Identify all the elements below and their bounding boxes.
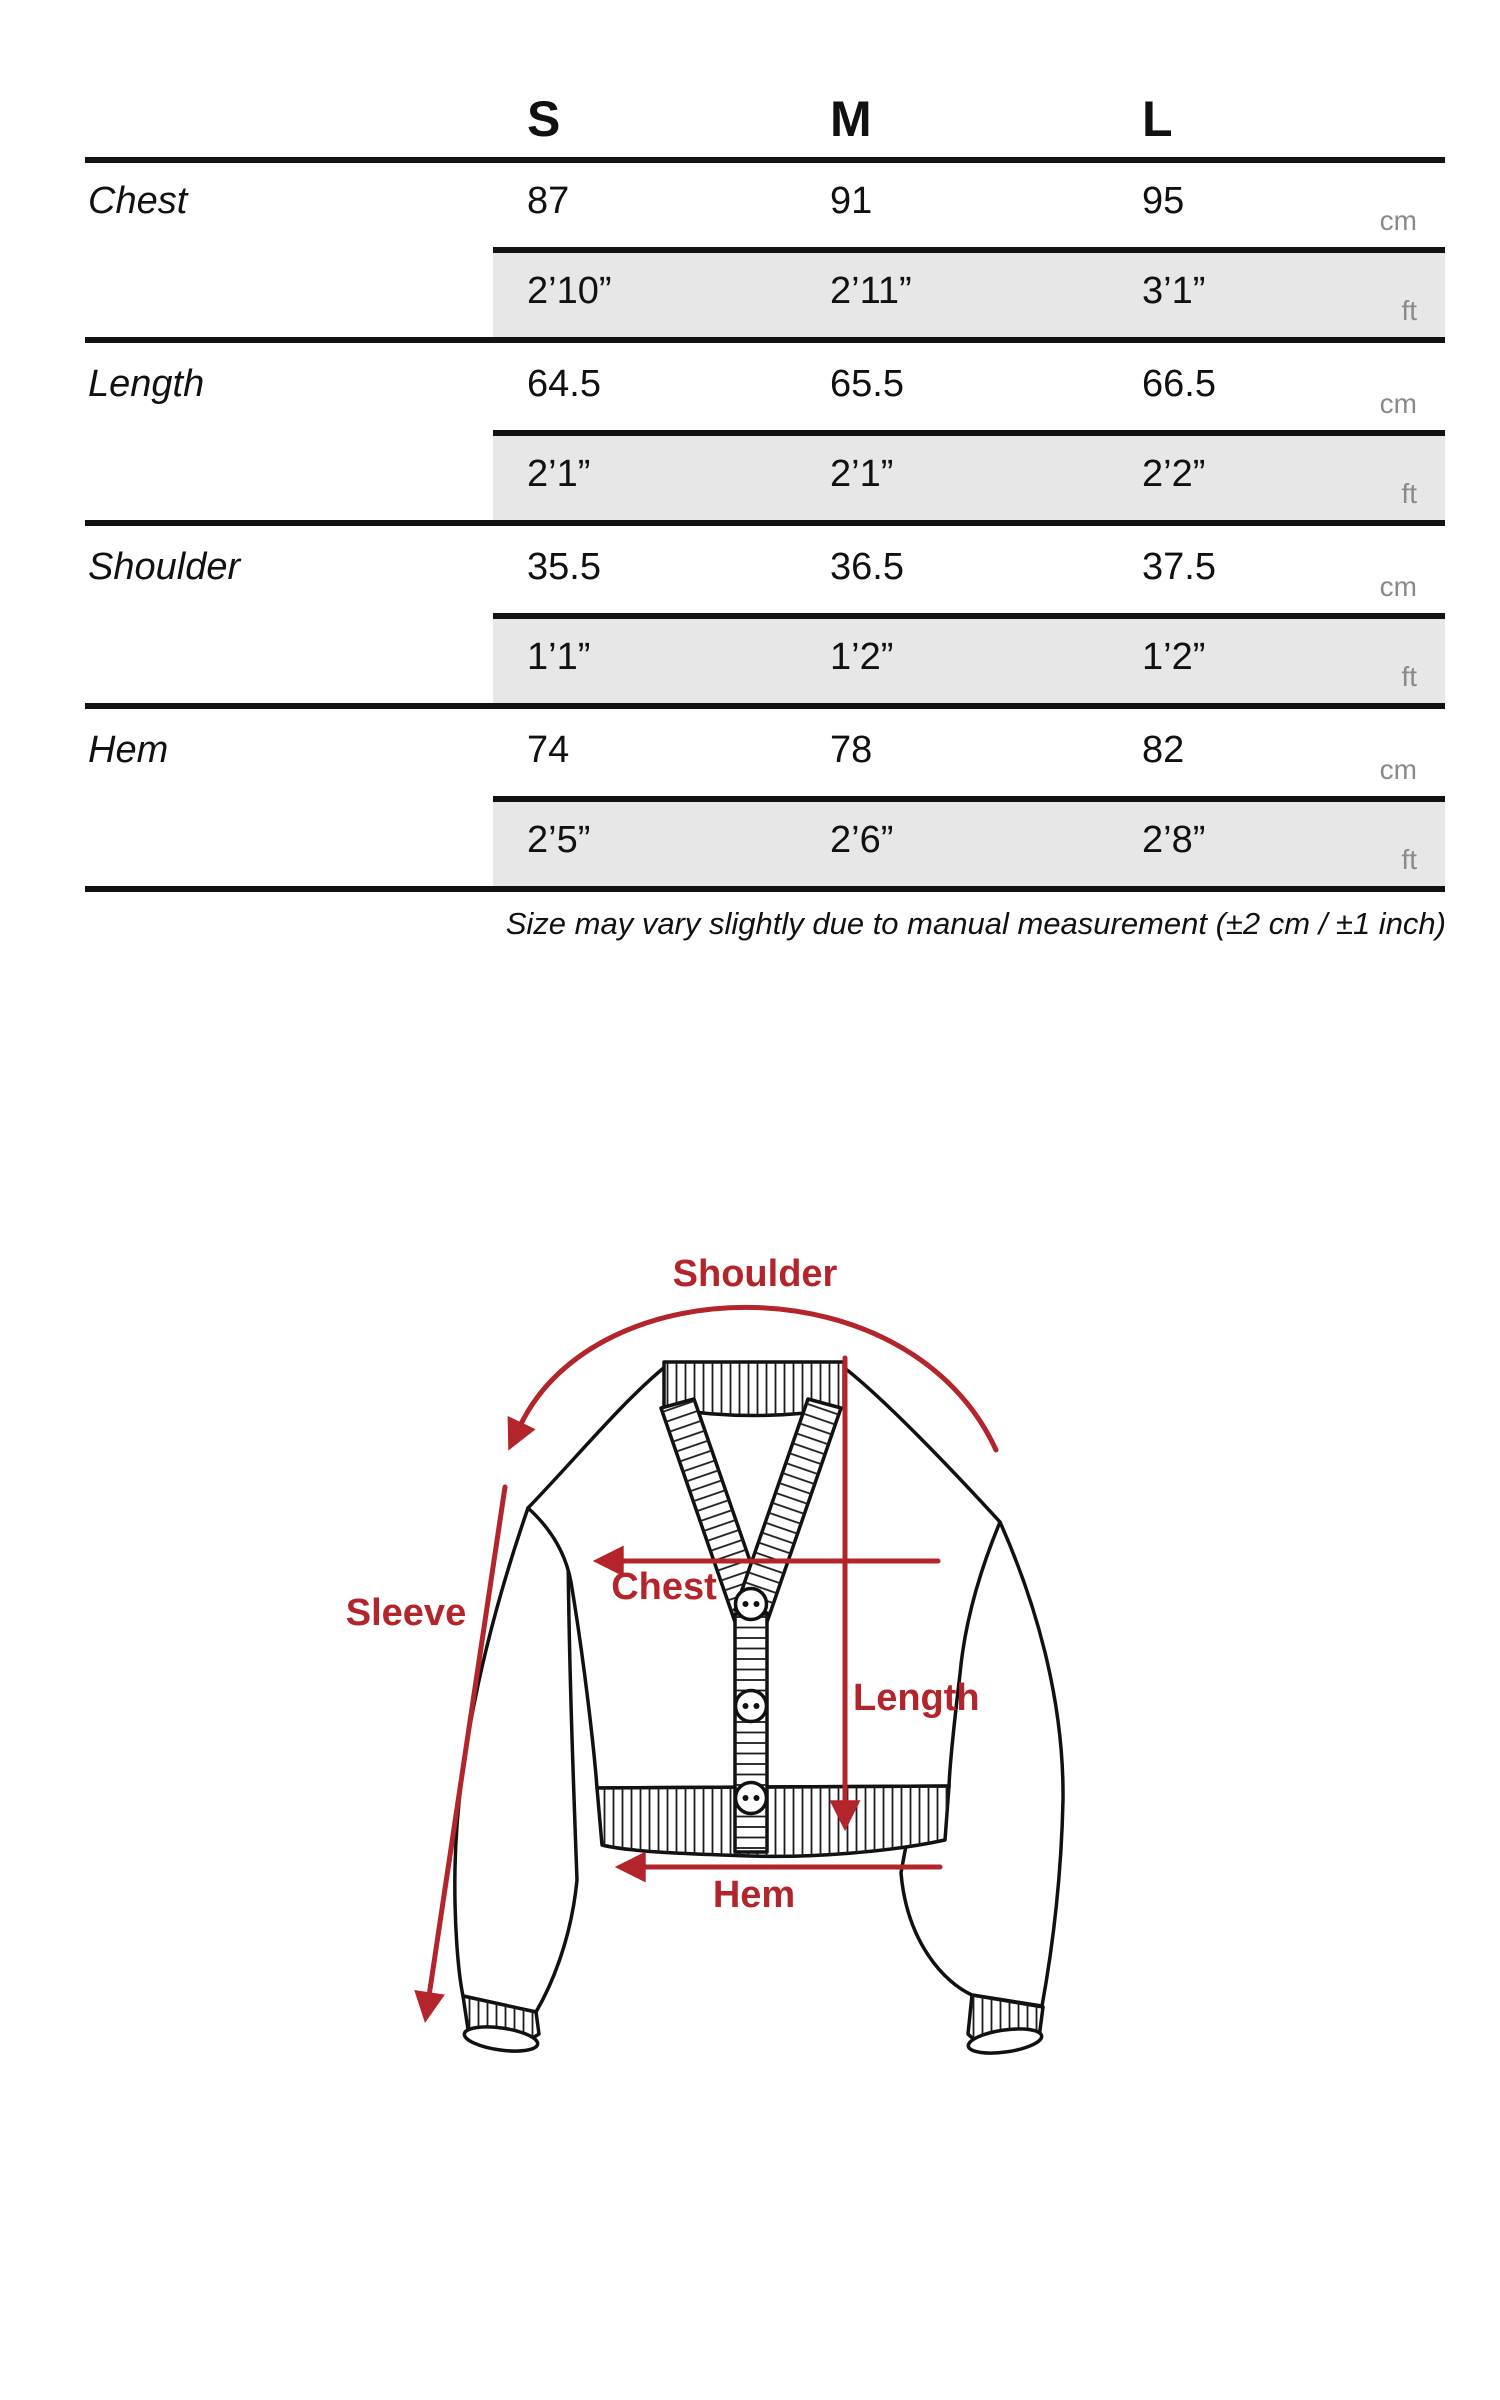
unit-label-cm: cm — [1379, 571, 1417, 602]
size-column-header-m: M — [830, 91, 872, 147]
measurement-value: 82 — [1142, 729, 1185, 771]
hem-label: Hem — [712, 1874, 796, 1916]
measurement-value: 87 — [527, 180, 570, 222]
measurement-value: 2’5” — [527, 819, 591, 861]
measurement-value: 1’1” — [527, 636, 591, 678]
measurement-value: 36.5 — [830, 546, 904, 588]
measurement-row-label: Length — [88, 363, 205, 405]
shoulder-label: Shoulder — [672, 1253, 838, 1295]
unit-label-cm: cm — [1379, 388, 1417, 419]
measurement-value: 2’1” — [830, 453, 894, 495]
measurement-value: 74 — [527, 729, 570, 771]
table-divider — [85, 703, 1445, 709]
measurement-row-label: Shoulder — [88, 546, 241, 588]
measurement-value: 1’2” — [830, 636, 894, 678]
measurement-value: 2’10” — [527, 270, 612, 312]
length-label: Length — [853, 1677, 980, 1719]
measurement-value: 37.5 — [1142, 546, 1216, 588]
table-divider — [85, 886, 1445, 892]
measurement-value: 2’11” — [830, 270, 912, 312]
chest-label: Chest — [611, 1566, 717, 1608]
measurement-value: 95 — [1142, 180, 1185, 222]
measurement-value: 1’2” — [1142, 636, 1206, 678]
sleeve-label: Sleeve — [345, 1592, 467, 1634]
measurement-value: 91 — [830, 180, 873, 222]
measurement-value: 2’8” — [1142, 819, 1206, 861]
table-row-shoulder-ft — [85, 619, 1445, 703]
measurement-value: 2’1” — [527, 453, 591, 495]
size-table — [85, 60, 1445, 900]
measurement-value: 64.5 — [527, 363, 601, 405]
unit-label-ft: ft — [1401, 295, 1417, 326]
measurement-value: 35.5 — [527, 546, 601, 588]
table-row-hem-ft — [85, 802, 1445, 886]
table-row-length-ft — [85, 436, 1445, 520]
table-row-hem-cm — [85, 712, 1445, 796]
size-note: Size may vary slightly due to manual measurement (±2 cm / ±1 inch) — [505, 906, 1446, 941]
table-divider — [85, 520, 1445, 526]
measurement-value: 65.5 — [830, 363, 904, 405]
unit-label-ft: ft — [1401, 478, 1417, 509]
measurement-value: 2’6” — [830, 819, 894, 861]
measurement-row-label: Hem — [88, 729, 169, 771]
unit-label-ft: ft — [1401, 844, 1417, 875]
left-sleeve — [455, 1508, 577, 2012]
size-column-header-s: S — [527, 91, 561, 147]
measurement-row-label: Chest — [88, 180, 188, 222]
table-row-shoulder-cm — [85, 529, 1445, 613]
table-row-chest-ft — [85, 253, 1445, 337]
measurement-value: 3’1” — [1142, 270, 1206, 312]
table-row-chest-cm — [85, 163, 1445, 247]
measurement-value: 2’2” — [1142, 453, 1206, 495]
unit-label-ft: ft — [1401, 661, 1417, 692]
right-cuff — [967, 1995, 1043, 2057]
unit-label-cm: cm — [1379, 205, 1417, 236]
hem-band — [597, 1786, 949, 1856]
table-row-length-cm — [85, 346, 1445, 430]
cardigan-measurement-diagram — [150, 1150, 1350, 2150]
table-divider — [85, 337, 1445, 343]
measurement-value: 78 — [830, 729, 873, 771]
size-column-header-l: L — [1142, 91, 1173, 147]
measurement-value: 66.5 — [1142, 363, 1216, 405]
unit-label-cm: cm — [1379, 754, 1417, 785]
